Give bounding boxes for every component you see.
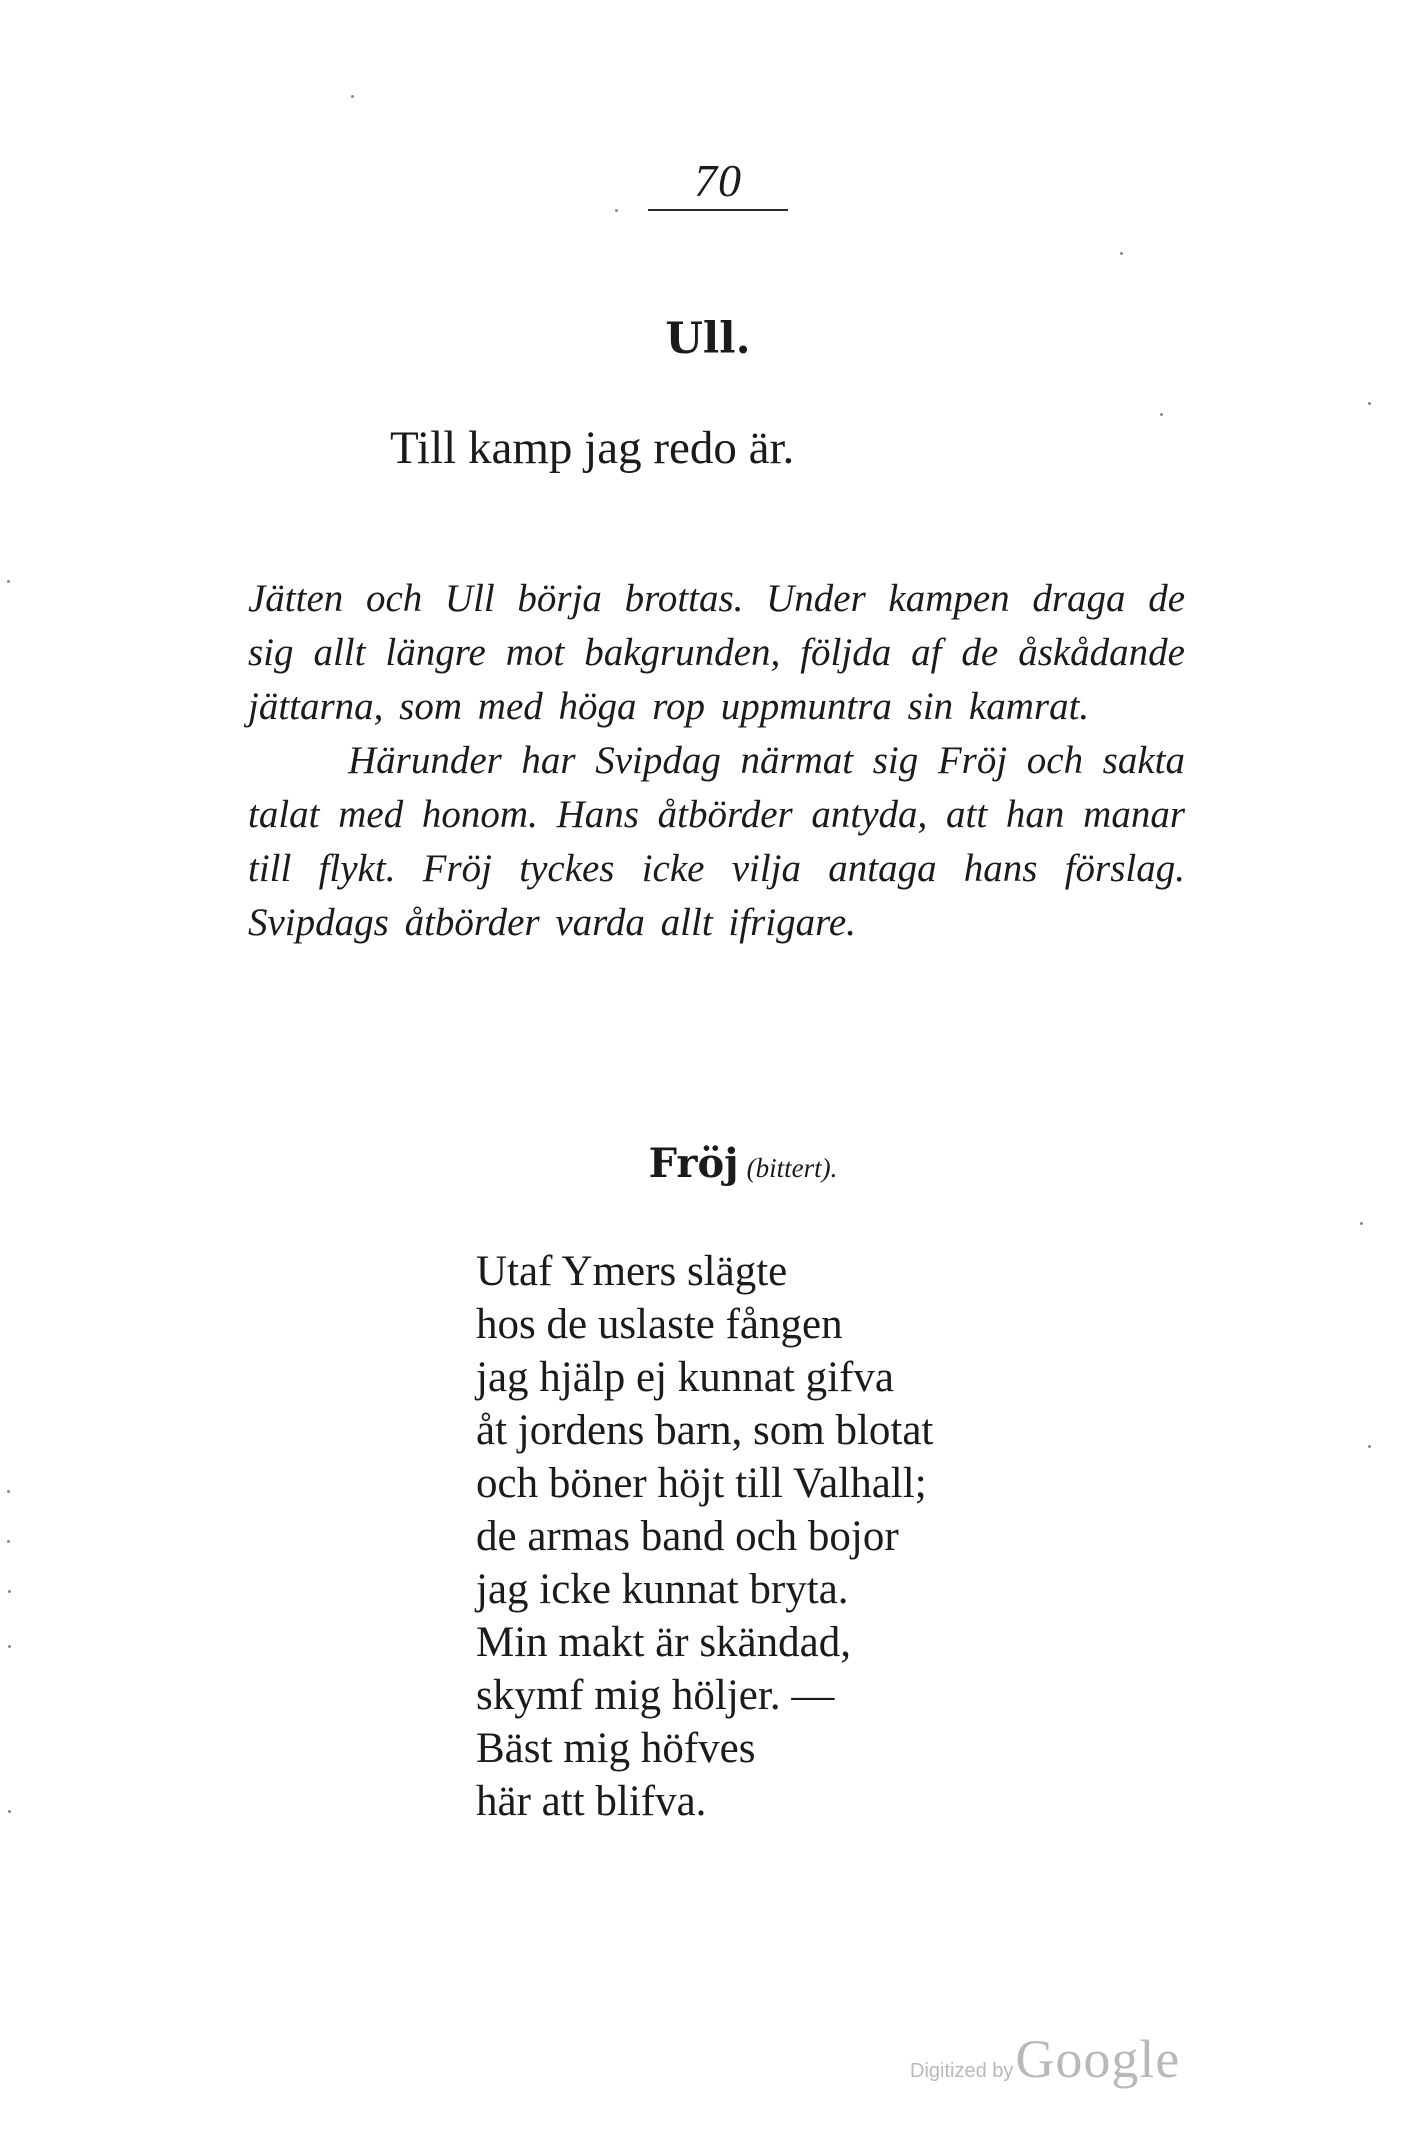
scan-speck <box>7 580 10 583</box>
scan-speck <box>7 1540 10 1543</box>
stage-direction-paragraph: Härunder har Svipdag närmat sig Fröj och sakta talat med honom. Hans åtbörder antyda, att han manar till flykt. Fröj tyckes icke vilja antaga hans förslag. Svipdags åtbörder varda allt ifrigare. <box>248 739 1185 944</box>
scan-speck <box>7 1490 10 1493</box>
stage-direction-paragraph: Jätten och Ull börja brottas. Under kampen draga de sig allt längre mot bakgrunden, följda af de åskådande jättarna, som med höga rop uppmuntra sin kamrat. <box>248 577 1185 728</box>
google-logo: Google <box>1015 2029 1181 2089</box>
speaker-name: Fröj <box>648 1140 739 1187</box>
verse-line: här att blifva. <box>476 1778 707 1825</box>
verse-line: jag hjälp ej kunnat gifva <box>476 1354 894 1401</box>
verse-line: Min makt är skändad, <box>476 1619 851 1666</box>
verse-line: hos de uslaste fången <box>476 1301 843 1348</box>
verse-line: åt jordens barn, som blotat <box>476 1407 934 1454</box>
scan-speck <box>8 1645 11 1648</box>
scan-speck <box>1360 1222 1363 1225</box>
scan-speck <box>8 1810 11 1813</box>
speaker-heading-ull: Ull. <box>665 314 751 364</box>
scan-speck <box>8 1590 11 1593</box>
verse-line: skymf mig höljer. — <box>476 1672 835 1719</box>
spoken-line: Till kamp jag redo är. <box>390 422 795 474</box>
digitized-watermark <box>910 2028 1180 2090</box>
scan-speck <box>1368 1445 1371 1448</box>
scan-speck <box>351 95 354 98</box>
speaker-heading-froj <box>0 1140 1406 1187</box>
verse-line: Bäst mig höfves <box>476 1725 756 1772</box>
verse-stanza <box>476 1245 933 1828</box>
scan-speck <box>1120 252 1123 255</box>
watermark-prefix: Digitized by <box>910 2060 1014 2082</box>
verse-line: och böner höjt till Valhall; <box>476 1460 927 1507</box>
verse-line: jag icke kunnat bryta. <box>476 1566 849 1613</box>
scan-speck <box>1160 413 1163 416</box>
verse-line: de armas band och bojor <box>476 1513 899 1560</box>
page-number-rule <box>648 209 788 211</box>
scan-speck <box>1368 402 1371 405</box>
verse-line: Utaf Ymers slägte <box>476 1248 788 1295</box>
scan-speck <box>615 209 618 212</box>
speaker-direction-note: (bittert). <box>746 1153 838 1183</box>
page-number: 70 <box>694 155 742 206</box>
stage-direction <box>248 572 1185 950</box>
